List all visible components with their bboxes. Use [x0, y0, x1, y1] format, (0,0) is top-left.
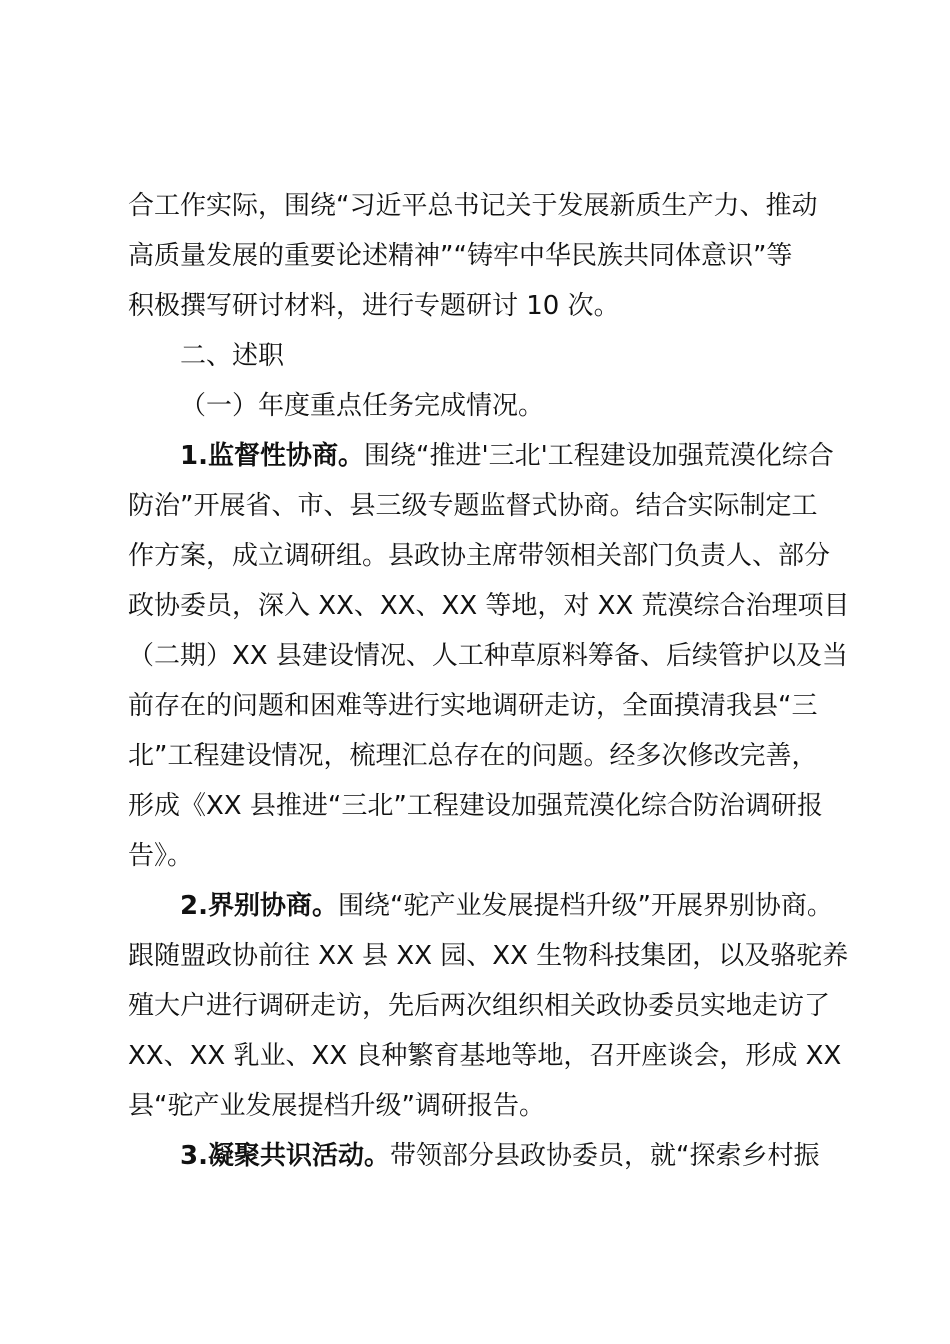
- body-text-line: （二期）XX 县建设情况、人工种草原料筹备、后续管护以及当: [128, 641, 848, 671]
- item3-title: 3.凝聚共识活动。: [180, 1141, 390, 1171]
- item2-title: 2.界别协商。: [180, 891, 338, 921]
- body-text-line: XX、XX 乳业、XX 良种繁育基地等地，召开座谈会，形成 XX: [128, 1041, 842, 1071]
- item2-text: 围绕“驼产业发展提档升级”开展界别协商。: [337, 891, 833, 921]
- body-text-line: 高质量发展的重要论述精神”“铸牢中华民族共同体意识”等: [128, 241, 793, 271]
- body-text-line: 县“驼产业发展提档升级”调研报告。: [128, 1091, 545, 1121]
- body-text-line: 合工作实际，围绕“习近平总书记关于发展新质生产力、推动: [128, 191, 818, 221]
- item3-first-line: [180, 1136, 819, 1176]
- body-text-line: 防治”开展省、市、县三级专题监督式协商。结合实际制定工: [128, 491, 818, 521]
- section-heading: 二、述职: [180, 341, 285, 371]
- subsection-heading: （一）年度重点任务完成情况。: [180, 391, 545, 421]
- item3-text: 带领部分县政协委员，就“探索乡村振: [389, 1141, 820, 1171]
- body-text-line: 前存在的问题和困难等进行实地调研走访，全面摸清我县“三: [128, 691, 818, 721]
- item1-first-line: [180, 436, 834, 476]
- body-text-line: 作方案，成立调研组。县政协主席带领相关部门负责人、部分: [128, 541, 831, 571]
- body-text-line: 积极撰写研讨材料，进行专题研讨 10 次。: [128, 291, 620, 321]
- body-text-line: 政协委员，深入 XX、XX、XX 等地，对 XX 荒漠综合治理项目: [128, 591, 850, 621]
- item1-text: 围绕“推进'三北'工程建设加强荒漠化综合: [363, 441, 834, 471]
- body-text-line: 殖大户进行调研走访，先后两次组织相关政协委员实地走访了: [128, 991, 831, 1021]
- body-text-line: 告》。: [128, 841, 194, 871]
- item1-title: 1.监督性协商。: [180, 441, 364, 471]
- body-text-line: 北”工程建设情况，梳理汇总存在的问题。经多次修改完善，: [128, 741, 818, 771]
- body-text-line: 形成《XX 县推进“三北”工程建设加强荒漠化综合防治调研报: [128, 791, 823, 821]
- body-text-line: 跟随盟政协前往 XX 县 XX 园、XX 生物科技集团，以及骆驼养: [128, 941, 849, 971]
- item2-first-line: [180, 886, 833, 926]
